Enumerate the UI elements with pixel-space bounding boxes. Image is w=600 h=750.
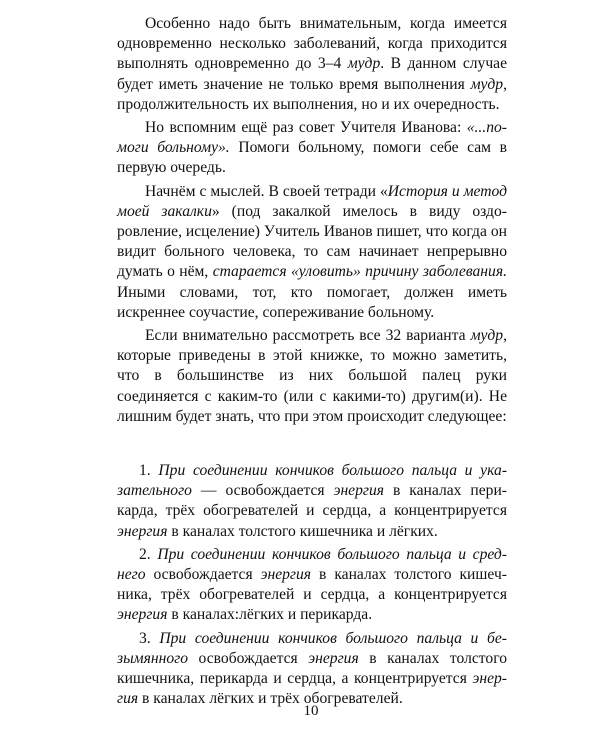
page-number: 10	[303, 703, 319, 719]
paragraph-2: Но вспомним ещё раз совет Учителя Иванова: «...помоги больному». Помоги больному, помоги себе сам в первую очередь.	[117, 119, 507, 177]
paragraph-3: Начнём с мыслей. В своей тетради «История и метод моей закалки» (под закалкой имелось в виду оздоровление, исцеление) Учитель Иванов пишет, что когда он видит больного человека, то сам начинает непрерывно думать о нём, старается «уловить» причину заболевания. Иными словами, тот, кто помогает, должен иметь искреннее соучастие, сопереживание больному.	[117, 182, 507, 321]
paragraph-4: Если внимательно рассмотреть все 32 варианта мудр, которые приведены в этой книжке, то можно заметить, что в большинстве из них большой палец руки соединяется с каким-то (или с какими-то) другим(и). Не лишним будет знать, что при этом происходит следующее:	[117, 327, 507, 425]
list-item: 1. При соединении кончиков большого пальца и указательного — освобождается энергия в каналах перикарда, трёх обогревателей и сердца, а концентрируется энергия в каналах толстого кишечника и лёгких.	[117, 462, 508, 540]
numbered-list	[117, 461, 507, 709]
body-text	[117, 14, 507, 713]
list-item: 2. При соединении кончиков большого пальца и среднего освобождается энергия в каналах толстого кишечника, трёх обогревателей и сердца, а концентрируется энергия в каналах:лёгких и перикарда.	[117, 545, 507, 624]
paragraph-1: Особенно надо быть внимательным, когда имеется одновременно несколько заболеваний, когда приходится выполнять одновременно до 3–4 мудр. В данном случае будет иметь значение не только время выполнения мудр, продолжительность их выполнения, но и их очередность.	[117, 15, 508, 113]
list-item: 3. При соединении кончиков большого пальца и безымянного освобождается энергия в каналах толстого кишечника, перикарда и сердца, а концентрируется энергия в каналах лёгких и трёх обогревателей.	[117, 629, 507, 708]
